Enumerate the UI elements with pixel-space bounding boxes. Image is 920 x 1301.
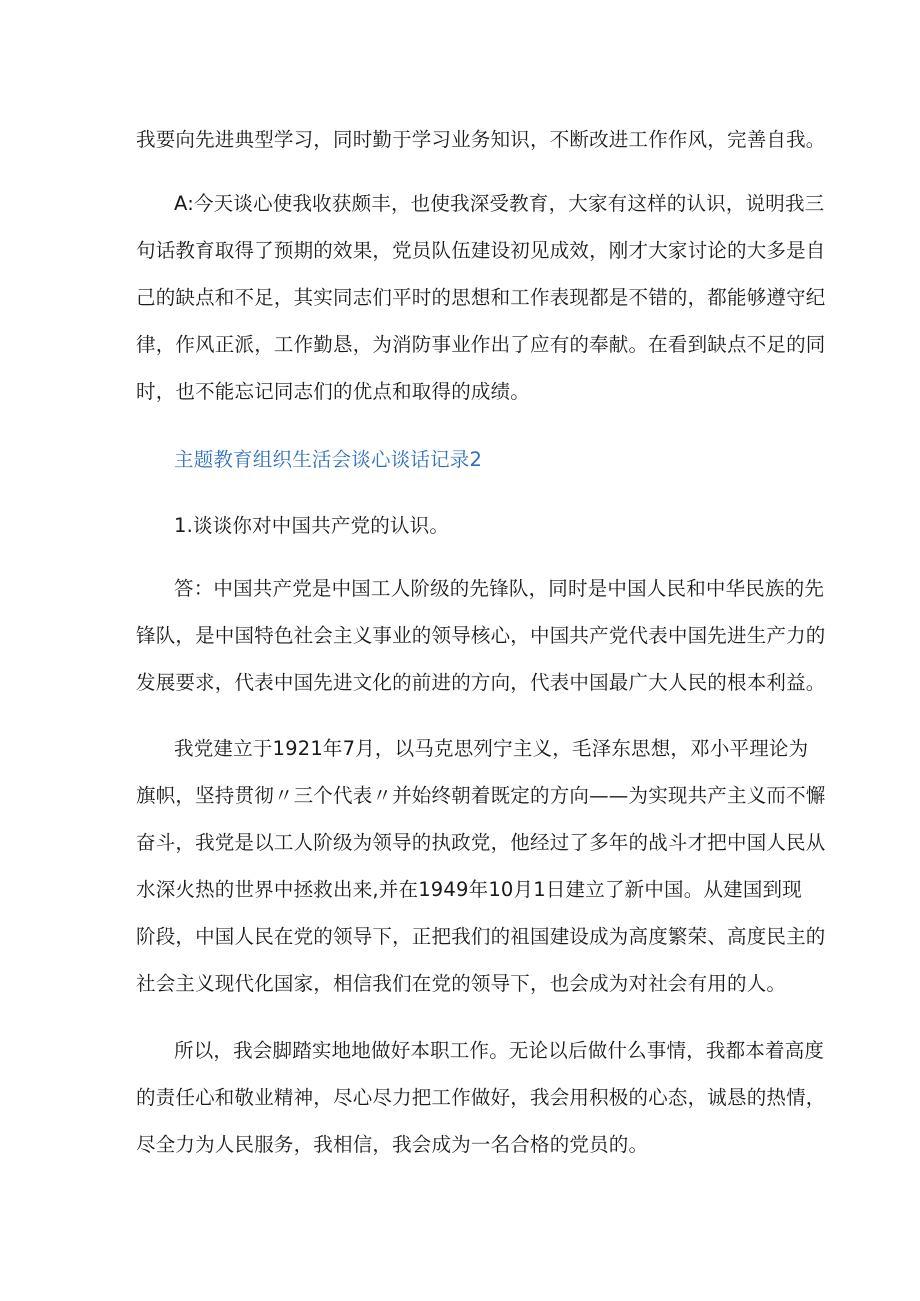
paragraph-line: 锋队，是中国特色社会主义事业的领导核心，中国共产党代表中国先进生产力的 xyxy=(136,624,826,647)
paragraph-line: 己的缺点和不足，其实同志们平时的思想和工作表现都是不错的，都能够遵守纪 xyxy=(136,286,826,309)
section-heading: 主题教育组织生活会谈心谈话记录2 xyxy=(174,448,483,471)
paragraph-line: 句话教育取得了预期的效果，党员队伍建设初见成效，刚才大家讨论的大多是自 xyxy=(136,239,826,262)
paragraph-line: 律，作风正派，工作勤恳，为消防事业作出了应有的奉献。在看到缺点不足的同 xyxy=(136,333,826,356)
paragraph-line: 答：中国共产党是中国工人阶级的先锋队，同时是中国人民和中华民族的先 xyxy=(174,577,825,600)
paragraph-line: 尽全力为人民服务，我相信，我会成为一名合格的党员的。 xyxy=(136,1133,649,1156)
paragraph-line: 奋斗，我党是以工人阶级为领导的执政党，他经过了多年的战斗才把中国人民从 xyxy=(136,831,826,854)
paragraph-line: 旗帜，坚持贯彻〃三个代表〃并始终朝着既定的方向——为实现共产主义而不懈 xyxy=(136,784,826,807)
paragraph-line: 我党建立于1921年7月，以马克思列宁主义，毛泽东思想，邓小平理论为 xyxy=(174,737,809,760)
paragraph-line: 所以，我会脚踏实地地做好本职工作。无论以后做什么事情，我都本着高度 xyxy=(174,1039,825,1062)
question-line: 1.谈谈你对中国共产党的认识。 xyxy=(174,514,450,537)
paragraph-line: 的责任心和敬业精神，尽心尽力把工作做好，我会用积极的心态，诚恳的热情， xyxy=(136,1086,826,1109)
paragraph-line: 时，也不能忘记同志们的优点和取得的成绩。 xyxy=(136,380,531,403)
paragraph-line: 社会主义现代化国家，相信我们在党的领导下，也会成为对社会有用的人。 xyxy=(136,972,787,995)
paragraph-line: 水深火热的世界中拯救出来,并在1949年10月1日建立了新中国。从建国到现 xyxy=(136,878,802,901)
paragraph-line: 我要向先进典型学习，同时勤于学习业务知识，不断改进工作作风，完善自我。 xyxy=(136,128,826,151)
paragraph-line: A:今天谈心使我收获颇丰，也使我深受教育，大家有这样的认识，说明我三 xyxy=(174,192,825,215)
paragraph-line: 发展要求，代表中国先进文化的前进的方向，代表中国最广大人民的根本利益。 xyxy=(136,671,826,694)
paragraph-line: 阶段，中国人民在党的领导下，正把我们的祖国建设成为高度繁荣、高度民主的 xyxy=(136,925,826,948)
